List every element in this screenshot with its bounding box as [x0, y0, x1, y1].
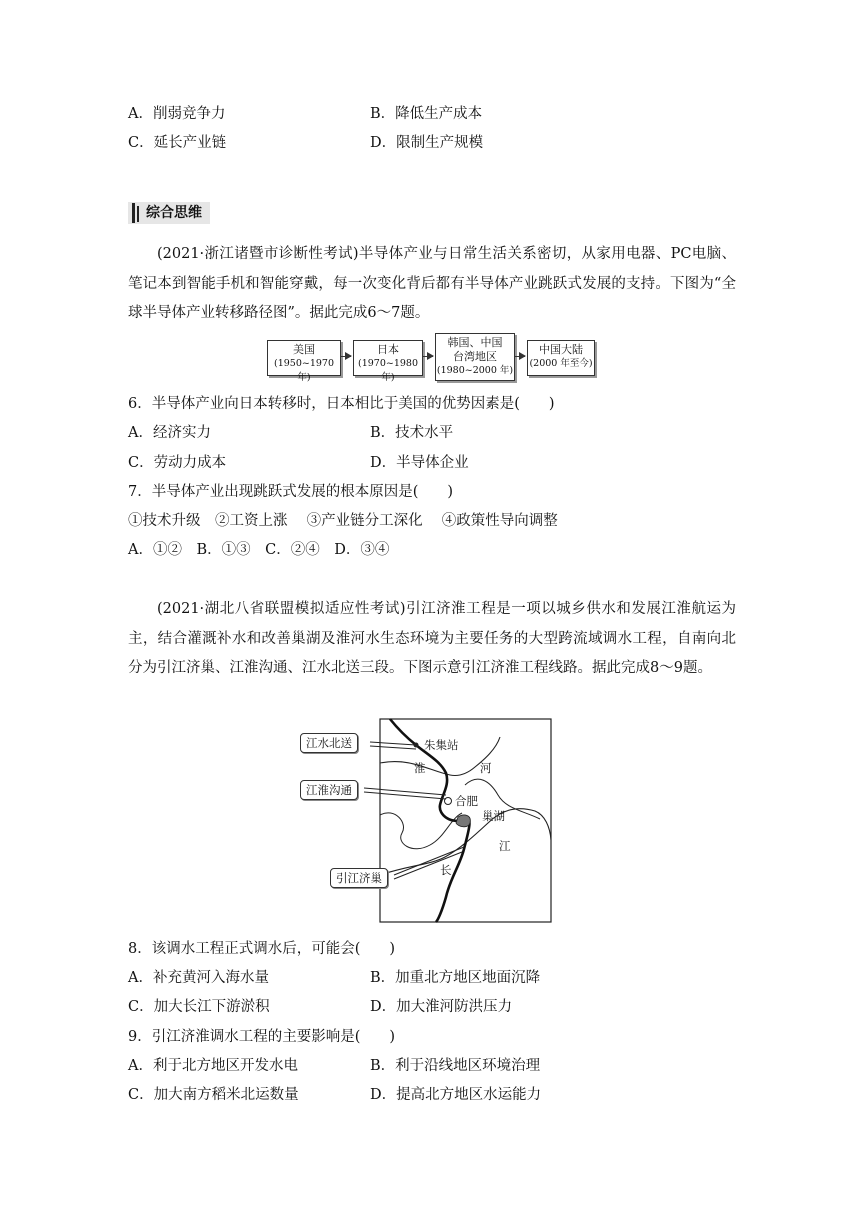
- q8-option-c: C．加大长江下游淤积: [128, 999, 270, 1015]
- flow-name: 日本: [377, 343, 399, 356]
- label-he: 河: [480, 761, 492, 775]
- label-jiang: 江: [499, 839, 511, 853]
- q6-option-d: D．半导体企业: [370, 455, 469, 471]
- q5-option-c: C．延长产业链: [128, 135, 227, 151]
- passage-1: (2021·浙江诸暨市诊断性考试)半导体产业与日常生活关系密切，从家用电器、PC电脑、笔记本到智能手机和智能穿戴，每一次变化背后都有半导体产业跳跃式发展的支持。下图为“全球半导体产业转移路径图”。据此完成6～7题。: [128, 246, 736, 321]
- q9-option-c: C．加大南方稻米北运数量: [128, 1087, 299, 1103]
- q9-option-d: D．提高北方地区水运能力: [370, 1087, 542, 1103]
- passage-2: (2021·湖北八省联盟模拟适应性考试)引江济淮工程是一项以城乡供水和发展江淮航运为主，结合灌溉补水和改善巢湖及淮河水生态环境为主要任务的大型跨流域调水工程，自南向北分为引江济巢、江淮沟通、江水北送三段。下图示意引江济淮工程线路。据此完成8～9题。: [128, 601, 736, 676]
- q9-option-b: B．利于沿线地区环境治理: [370, 1058, 541, 1074]
- flow-period: (2000 年至今): [529, 358, 593, 369]
- q7-options: A．①② B．①③ C．②④ D．③④: [128, 542, 390, 558]
- flow-name: 中国大陆: [539, 343, 583, 356]
- q5-option-b: B．降低生产成本: [370, 106, 483, 122]
- q6-option-a: A．经济实力: [128, 425, 211, 441]
- flow-period: (1970~1980 年): [357, 358, 419, 383]
- q7-items: ①技术升级 ②工资上涨 ③产业链分工深化 ④政策性导向调整: [128, 513, 558, 529]
- flow-box-mainland: [527, 340, 595, 376]
- label-chang: 长: [440, 863, 452, 877]
- flow-period: (1950~1970 年): [273, 358, 335, 383]
- q6-option-c: C．劳动力成本: [128, 455, 227, 471]
- flow-box-korea-taiwan: [435, 333, 515, 381]
- label-huai: 淮: [414, 761, 426, 775]
- q9-option-a: A．利于北方地区开发水电: [128, 1058, 298, 1074]
- callout-north: 江水北送: [300, 733, 358, 753]
- flow-arrow: [515, 356, 525, 357]
- q8-option-a: A．补充黄河入海水量: [128, 970, 269, 986]
- q8-option-b: B．加重北方地区地面沉降: [370, 970, 541, 986]
- q8-option-d: D．加大淮河防洪压力: [370, 999, 513, 1015]
- callout-south: 引江济巢: [330, 868, 388, 888]
- label-chaohu: 巢湖: [482, 809, 505, 823]
- q5-option-a: A．削弱竞争力: [128, 106, 226, 122]
- flow-box-usa: [267, 340, 341, 383]
- label-zhuji-station: 朱集站: [424, 738, 459, 752]
- flow-arrow: [423, 356, 433, 357]
- q9-stem: 9．引江济淮调水工程的主要影响是( ): [128, 1029, 396, 1045]
- flow-name-2: 台湾地区: [453, 350, 497, 363]
- flow-arrow: [341, 356, 351, 357]
- flow-box-japan: [353, 340, 423, 383]
- q8-stem: 8．该调水工程正式调水后，可能会( ): [128, 941, 396, 957]
- q6-stem: 6．半导体产业向日本转移时，日本相比于美国的优势因素是( ): [128, 396, 555, 412]
- flow-name: 韩国、中国: [447, 336, 503, 349]
- section-title: 综合思维: [128, 202, 210, 224]
- flow-name: 美国: [293, 343, 315, 356]
- q7-stem: 7．半导体产业出现跳跃式发展的根本原因是( ): [128, 484, 454, 500]
- callout-mid: 江淮沟通: [300, 780, 358, 800]
- label-hefei: 合肥: [455, 794, 478, 808]
- q5-option-d: D．限制生产规模: [370, 135, 484, 151]
- q6-option-b: B．技术水平: [370, 425, 454, 441]
- flow-period: (1980~2000 年): [436, 365, 514, 376]
